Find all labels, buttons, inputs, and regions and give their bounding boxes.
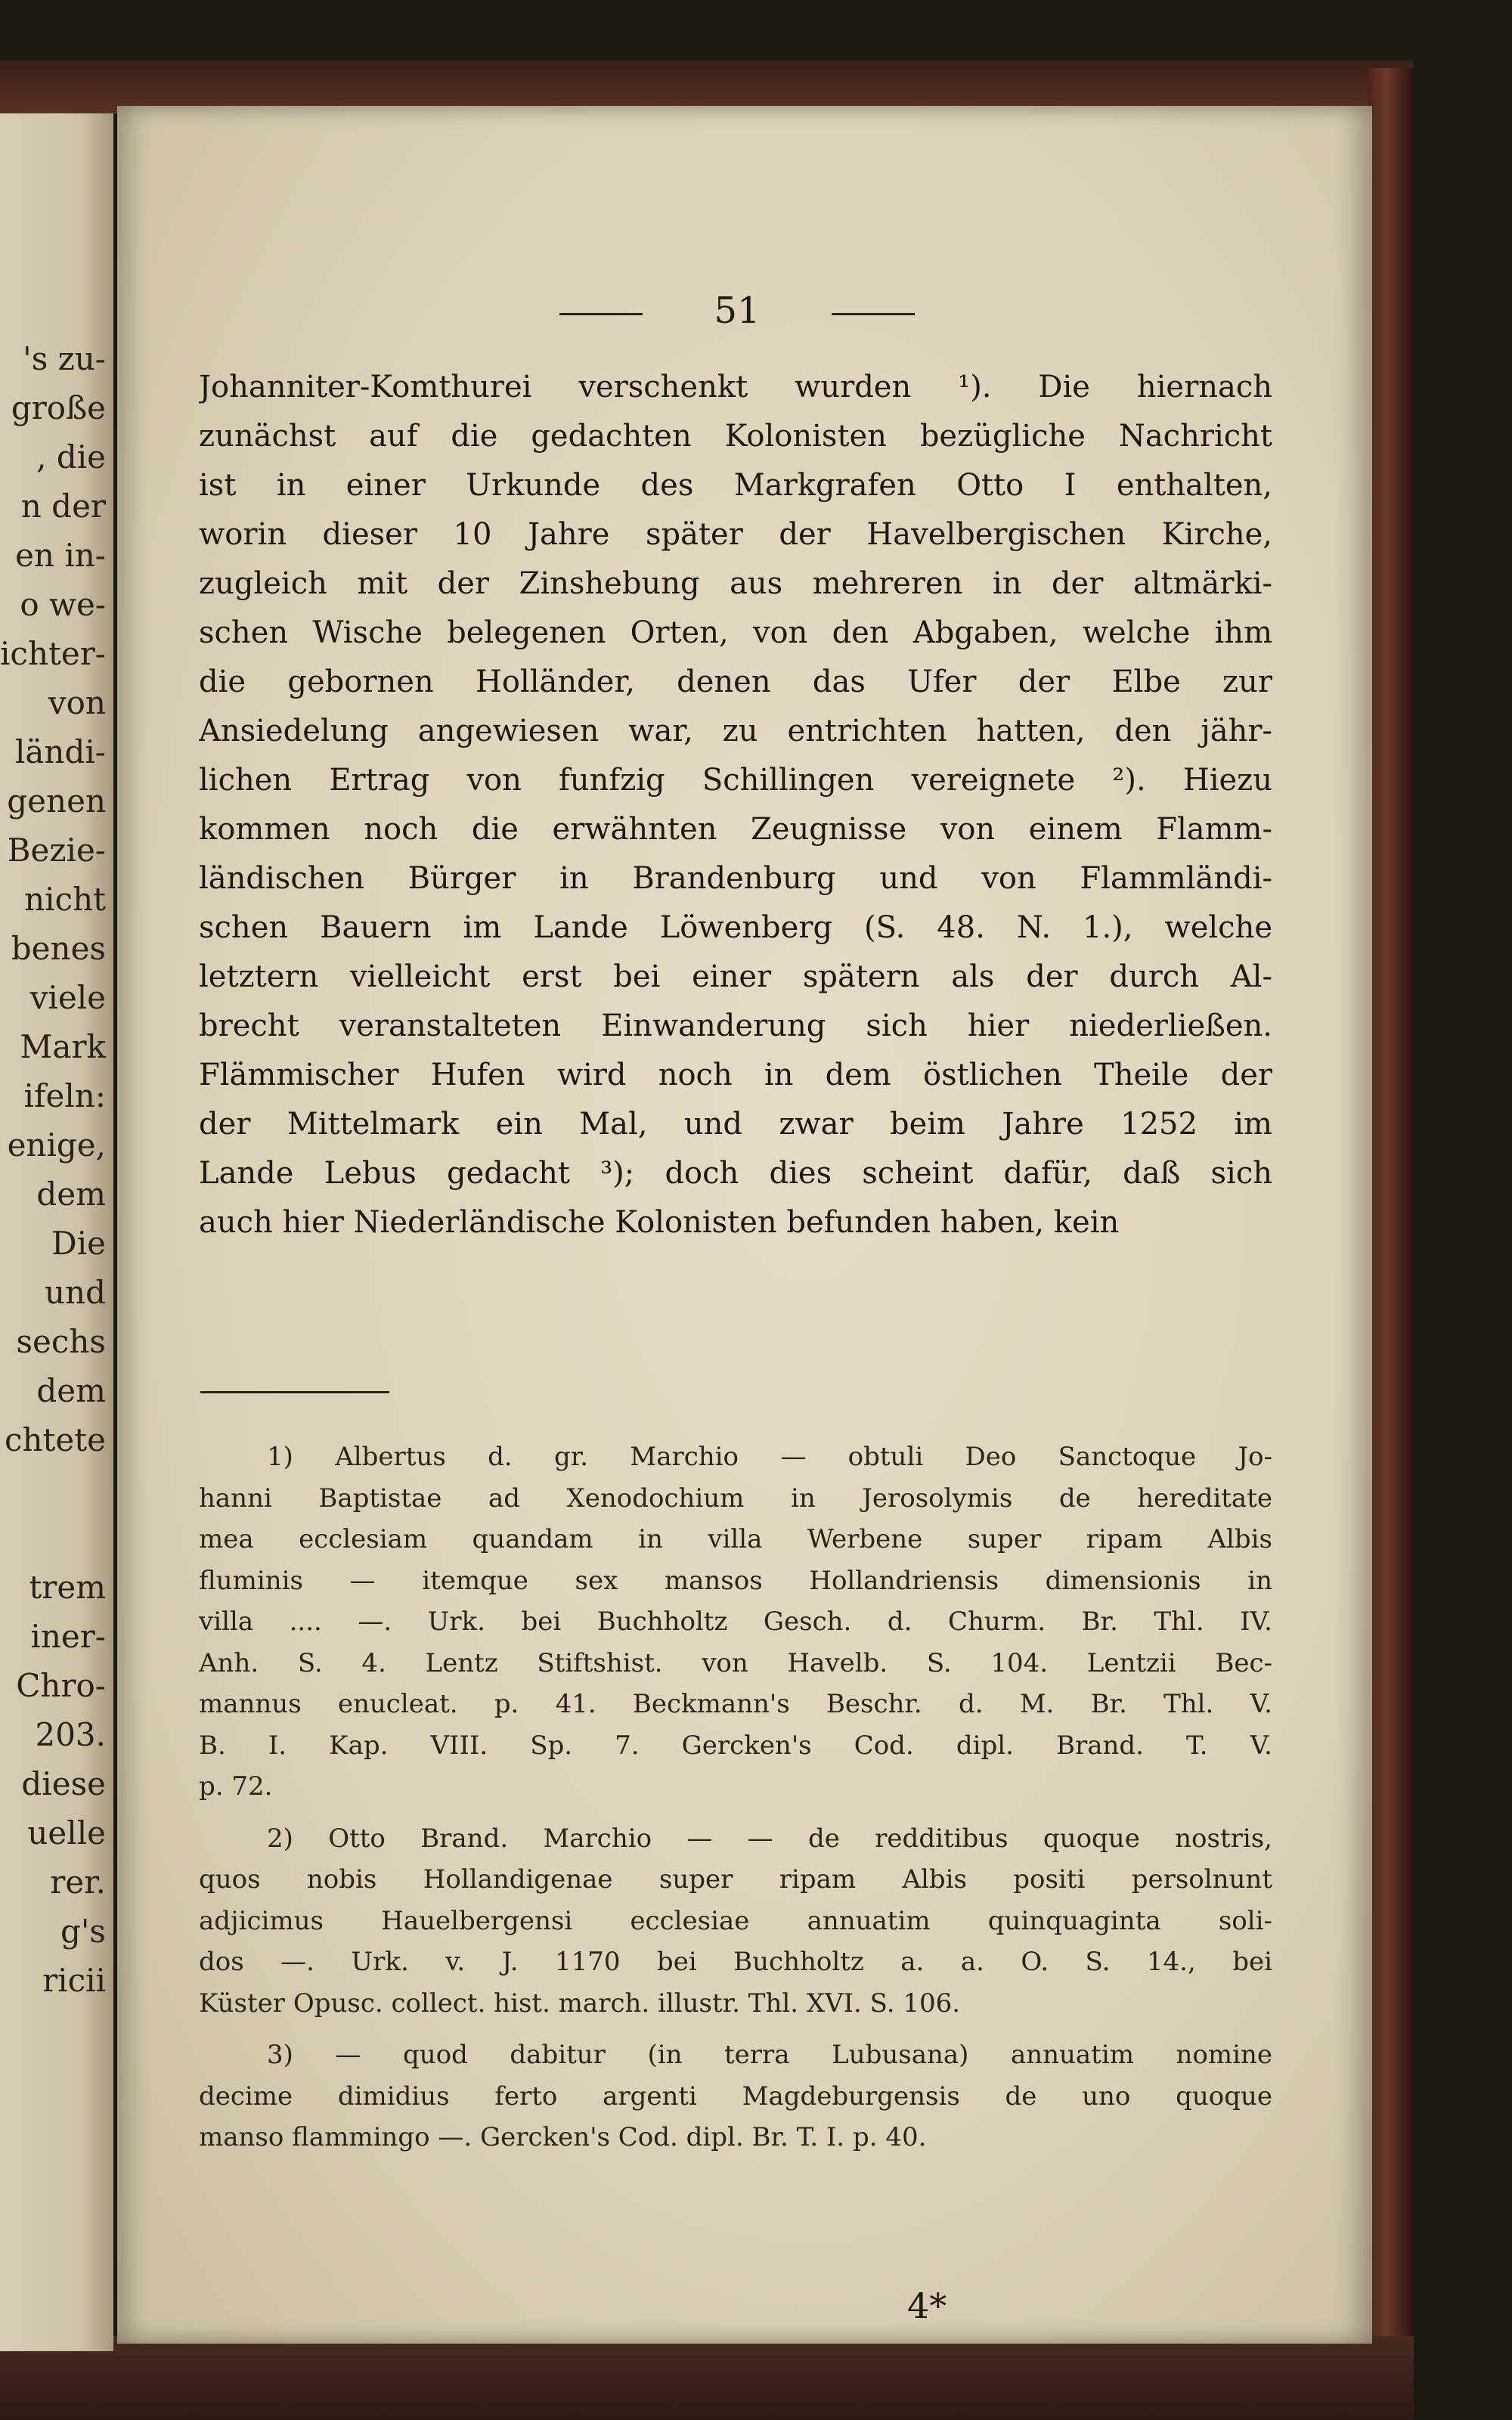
text-line: zunächst auf die gedachten Kolonisten bezügliche Nachricht: [199, 419, 1272, 454]
header-dash-right: [832, 313, 915, 315]
text-line: der Mittelmark ein Mal, und zwar beim Jahre 1252 im: [199, 1107, 1272, 1142]
previous-page-fragment: n der: [20, 488, 106, 525]
text-line: Flämmischer Hufen wird noch in dem östlichen Theile der: [199, 1058, 1272, 1092]
previous-page-fragment: diese: [21, 1765, 106, 1802]
text-line: ländischen Bürger in Brandenburg und von Flammländi-: [199, 861, 1272, 896]
footnote-gap: [199, 2024, 1272, 2034]
previous-page-fragment: ricii: [42, 1962, 106, 1999]
footnote-line: fluminis — itemque sex mansos Hollandriensis dimensionis in: [199, 1565, 1272, 1596]
footnotes: [199, 1436, 1272, 2158]
footnote-line: dos —. Urk. v. J. 1170 bei Buchholtz a. a. O. S. 14., bei: [199, 1947, 1272, 1977]
text-line: kommen noch die erwähnten Zeugnisse von einem Flamm-: [199, 812, 1272, 847]
previous-page-fragment: Chro-: [16, 1667, 106, 1704]
footnote-line: decime dimidius ferto argenti Magdeburgensis de uno quoque: [199, 2081, 1272, 2112]
text-line: letztern vielleicht erst bei einer spätern als der durch Al-: [199, 959, 1272, 994]
previous-page-fragment: , die: [36, 438, 106, 476]
text-line: schen Bauern im Lande Löwenberg (S. 48. N. 1.), welche: [199, 910, 1272, 945]
footnote-line: mea ecclesiam quandam in villa Werbene super ripam Albis: [199, 1524, 1272, 1554]
footnote: [199, 1436, 1272, 1808]
footnote-line: quos nobis Hollandigenae super ripam Albis positi persolnunt: [199, 1864, 1272, 1895]
footnote: [199, 2034, 1272, 2158]
footnote-line: manso flammingo —. Gercken's Cod. dipl. Br. T. I. p. 40.: [199, 2122, 927, 2152]
book-page: [117, 106, 1372, 2344]
signature-mark: 4*: [907, 2285, 947, 2326]
footnote-gap: [199, 1808, 1272, 1818]
previous-page-fragment: 's zu-: [23, 340, 106, 377]
text-line: schen Wische belegenen Orten, von den Abgaben, welche ihm: [199, 615, 1272, 650]
previous-page-fragment: iner-: [30, 1618, 106, 1655]
text-line: worin dieser 10 Jahre später der Havelbergischen Kirche,: [199, 517, 1272, 552]
page-number: 51: [714, 290, 761, 332]
previous-page-fragment: viele: [29, 979, 106, 1016]
previous-page-fragment: Mark: [20, 1028, 106, 1065]
text-line: die gebornen Holländer, denen das Ufer der Elbe zur: [199, 665, 1272, 699]
previous-page-fragment: und: [45, 1274, 106, 1311]
previous-page-fragment: ichter-: [0, 635, 106, 672]
book-cover-bottom-edge: [0, 2336, 1414, 2420]
text-line: ist in einer Urkunde des Markgrafen Otto I enthalten,: [199, 468, 1272, 503]
footnote-line: Küster Opusc. collect. hist. march. illustr. Thl. XVI. S. 106.: [199, 1988, 961, 2019]
previous-page-fragment: g's: [60, 1913, 106, 1950]
previous-page-fragment: uelle: [27, 1814, 106, 1851]
previous-page-fragment: große: [11, 389, 106, 426]
footnote-line: Anh. S. 4. Lentz Stiftshist. von Havelb. S. 104. Lentzii Bec-: [199, 1647, 1272, 1678]
previous-page-fragment: genen: [7, 782, 106, 820]
header-dash-left: [559, 313, 643, 315]
text-line: Lande Lebus gedacht ³); doch dies scheint dafür, daß sich: [199, 1156, 1272, 1191]
previous-page-fragment: ifeln:: [23, 1077, 106, 1114]
previous-page-fragment: Die: [51, 1225, 106, 1262]
footnote-separator: [200, 1391, 389, 1393]
footnote-line: adjicimus Hauelbergensi ecclesiae annuatim quinquaginta soli-: [199, 1905, 1272, 1936]
previous-page-fragment: Bezie-: [7, 832, 106, 869]
previous-page-fragment: trem: [29, 1569, 106, 1606]
text-line: Ansiedelung angewiesen war, zu entrichten hatten, den jähr-: [199, 714, 1272, 748]
text-line: brecht veranstalteten Einwanderung sich hier niederließen.: [199, 1009, 1272, 1043]
previous-page-fragment: ländi-: [14, 733, 106, 770]
previous-page-fragment: dem: [36, 1372, 106, 1409]
previous-page-fragment: chtete: [4, 1421, 106, 1458]
text-line: auch hier Niederländische Kolonisten befunden haben, kein: [199, 1205, 1120, 1240]
previous-page-fragment: sechs: [16, 1323, 106, 1360]
previous-page-fragment: 203.: [35, 1716, 106, 1753]
previous-page-fragment: o we-: [20, 586, 106, 623]
footnote-line: 2) Otto Brand. Marchio — — de redditibus quoque nostris,: [267, 1823, 1272, 1854]
footnote-line: 3) — quod dabitur (in terra Lubusana) annuatim nomine: [267, 2040, 1272, 2070]
footnote-line: p. 72.: [199, 1771, 273, 1802]
previous-page-fragment: enige,: [7, 1126, 106, 1164]
footnote-line: mannus enucleat. p. 41. Beckmann's Beschr. d. M. Br. Thl. V.: [199, 1689, 1272, 1719]
footnote: [199, 1818, 1272, 2025]
footnote-line: 1) Albertus d. gr. Marchio — obtuli Deo Sanctoque Jo-: [267, 1442, 1272, 1472]
previous-page-fragment: en in-: [15, 537, 106, 574]
previous-page-edge: [0, 113, 113, 2351]
footnote-line: villa .... —. Urk. bei Buchholtz Gesch. d. Churm. Br. Thl. IV.: [199, 1607, 1272, 1637]
footnote-line: B. I. Kap. VIII. Sp. 7. Gercken's Cod. dipl. Brand. T. V.: [199, 1730, 1272, 1761]
footnote-line: hanni Baptistae ad Xenodochium in Jerosolymis de hereditate: [199, 1483, 1272, 1514]
previous-page-fragment: benes: [11, 930, 106, 967]
text-line: lichen Ertrag von funfzig Schillingen vereignete ²). Hiezu: [199, 763, 1272, 798]
text-line: zugleich mit der Zinshebung aus mehreren in der altmärki-: [199, 566, 1272, 601]
main-text: [199, 363, 1272, 1247]
previous-page-fragment: dem: [36, 1176, 106, 1213]
previous-page-fragment: rer.: [50, 1864, 106, 1901]
page-header: [525, 284, 949, 337]
text-line: Johanniter-Komthurei verschenkt wurden ¹). Die hiernach: [199, 370, 1272, 404]
previous-page-fragment: nicht: [24, 881, 106, 918]
book-cover-right-edge: [1368, 68, 1414, 2381]
previous-page-fragment: von: [48, 684, 106, 721]
